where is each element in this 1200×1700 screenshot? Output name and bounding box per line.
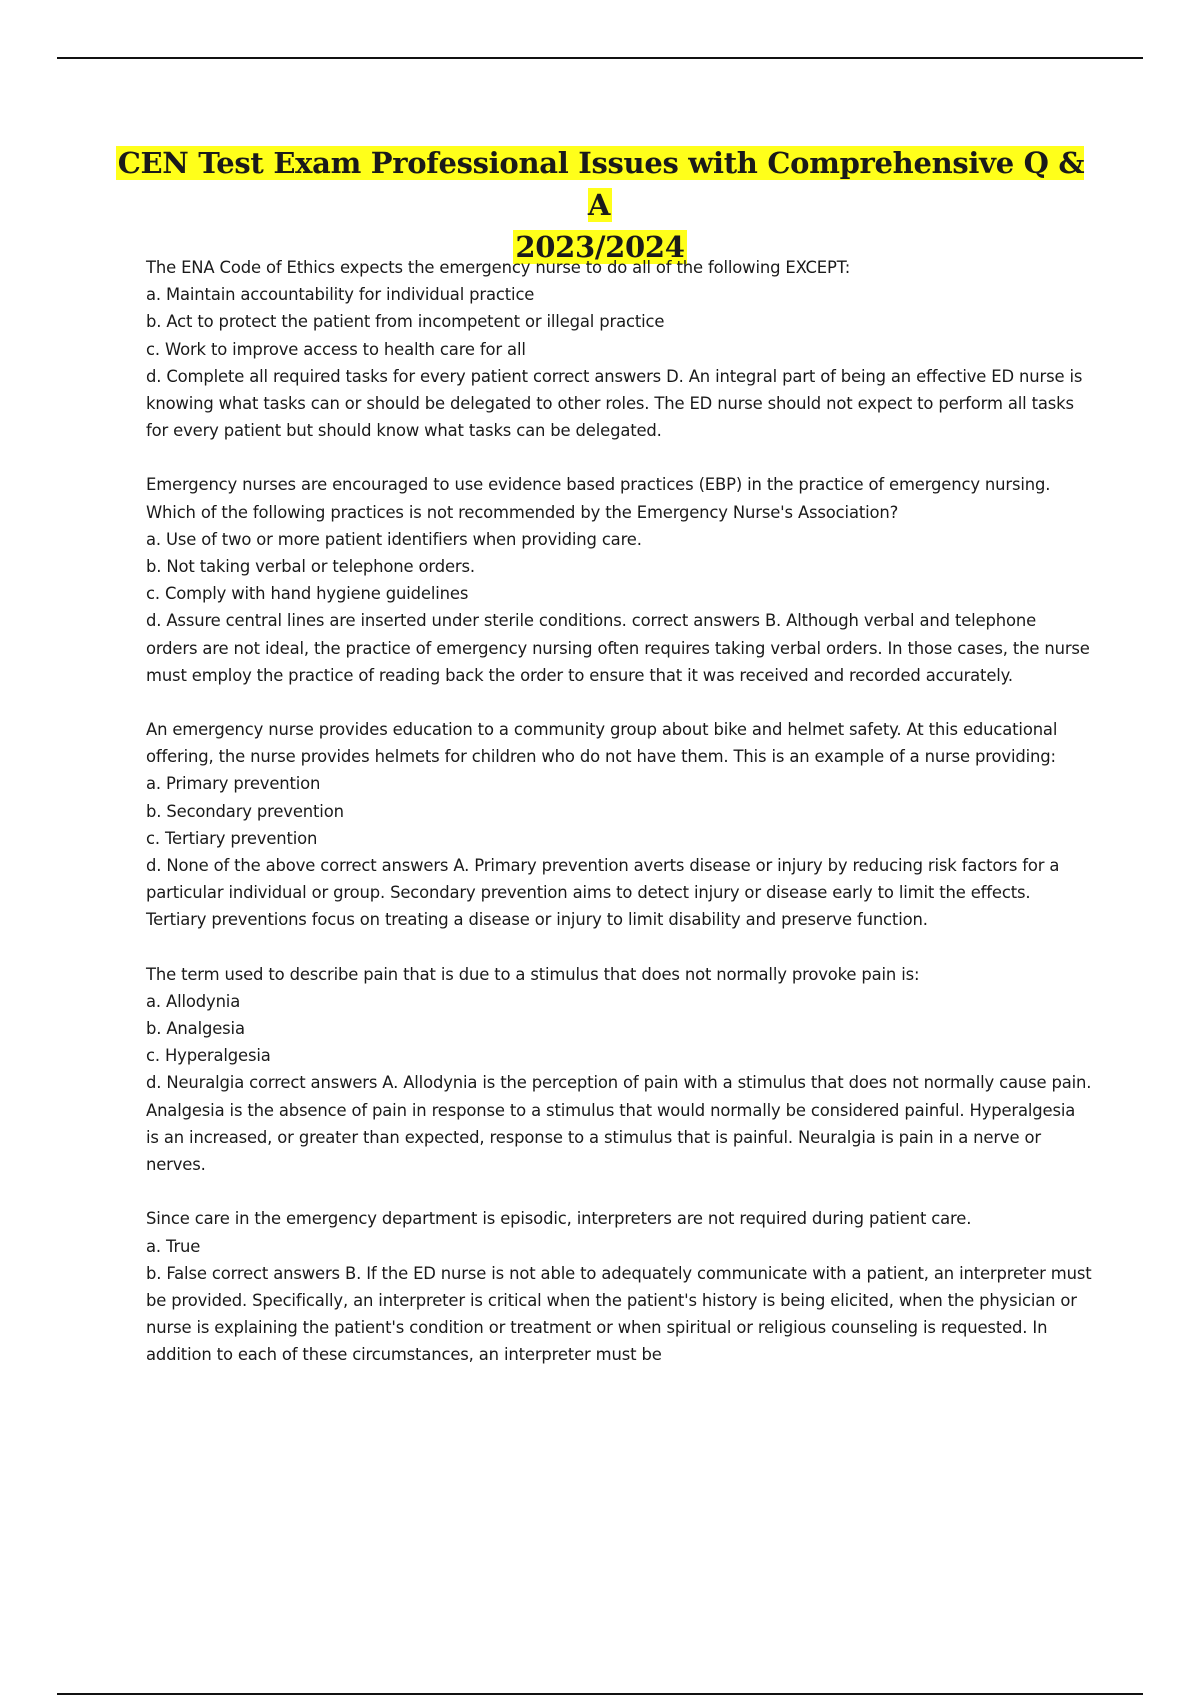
document-body (146, 254, 1092, 1396)
answer-option: c. Tertiary prevention (146, 828, 318, 848)
answer-option: a. Allodynia (146, 991, 241, 1011)
answer-option: a. Use of two or more patient identifiers when providing care. (146, 529, 642, 549)
answer-with-explanation: d. Complete all required tasks for every patient correct answers D. An integral part of being an effective ED nurse is knowing what tasks can or should be delegated to other roles. The ED nurse should not expect to perform all tasks for every patient but should know what tasks can be delegated. (146, 366, 1083, 441)
answer-option: c. Work to improve access to health care for all (146, 339, 526, 359)
answer-option: c. Comply with hand hygiene guidelines (146, 584, 469, 604)
answer-option: a. True (146, 1236, 201, 1256)
question-stem: An emergency nurse provides education to a community group about bike and helmet safety. At this educational offering, the nurse provides helmets for children who do not have them. This is an example of a nurse providing: (146, 720, 1058, 767)
question-stem: Emergency nurses are encouraged to use evidence based practices (EBP) in the practice of emergency nursing. Which of the following practices is not recommended by the Emergency Nurse's Association? (146, 475, 1051, 522)
question-block-5 (146, 1205, 1092, 1368)
top-rule (57, 57, 1143, 59)
title-line-2: 2023/2024 (515, 230, 685, 264)
answer-with-explanation: d. None of the above correct answers A. Primary prevention averts disease or injury by reducing risk factors for a particular individual or group. Secondary prevention aims to detect injury or disease early to limit the effects. Tertiary preventions focus on treating a disease or injury to limit disability and preserve function. (146, 856, 1060, 930)
page-title (100, 142, 1100, 268)
question-block-4 (146, 961, 1092, 1179)
question-stem: The ENA Code of Ethics expects the emergency nurse to do all of the following EXCEPT: (146, 258, 851, 277)
question-block-3 (146, 716, 1092, 934)
answer-with-explanation: b. False correct answers B. If the ED nurse is not able to adequately communicate with a patient, an interpreter must be provided. Specifically, an interpreter is critical when the patient's history is being elicited, when the physician or nurse is explaining the patient's condition or treatment or when spiritual or religious counseling is requested. In addition to each of these circumstances, an interpreter must be (146, 1263, 1092, 1365)
answer-option: b. Act to protect the patient from incompetent or illegal practice (146, 312, 665, 332)
answer-option: a. Maintain accountability for individual practice (146, 285, 535, 305)
answer-option: b. Not taking verbal or telephone orders. (146, 557, 475, 577)
question-stem: Since care in the emergency department is episodic, interpreters are not required during patient care. (146, 1209, 972, 1229)
question-stem: The term used to describe pain that is due to a stimulus that does not normally provoke pain is: (146, 964, 920, 984)
answer-with-explanation: d. Neuralgia correct answers A. Allodynia is the perception of pain with a stimulus that does not normally cause pain. Analgesia is the absence of pain in response to a stimulus that would normally be considered painful. Hyperalgesia is an increased, or greater than expected, response to a stimulus that is painful. Neuralgia is pain in a nerve or nerves. (146, 1073, 1092, 1175)
question-block-2 (146, 471, 1092, 689)
question-block-1 (146, 254, 1092, 444)
answer-option: b. Secondary prevention (146, 801, 344, 821)
answer-option: a. Primary prevention (146, 774, 321, 794)
answer-option: b. Analgesia (146, 1019, 245, 1039)
bottom-rule (57, 1693, 1143, 1695)
title-line-1: CEN Test Exam Professional Issues with Comprehensive Q & A (117, 146, 1085, 222)
answer-option: c. Hyperalgesia (146, 1046, 271, 1066)
answer-with-explanation: d. Assure central lines are inserted under sterile conditions. correct answers B. Although verbal and telephone orders are not ideal, the practice of emergency nursing often requires taking verbal orders. In those cases, the nurse must employ the practice of reading back the order to ensure that it was received and recorded accurately. (146, 611, 1090, 685)
